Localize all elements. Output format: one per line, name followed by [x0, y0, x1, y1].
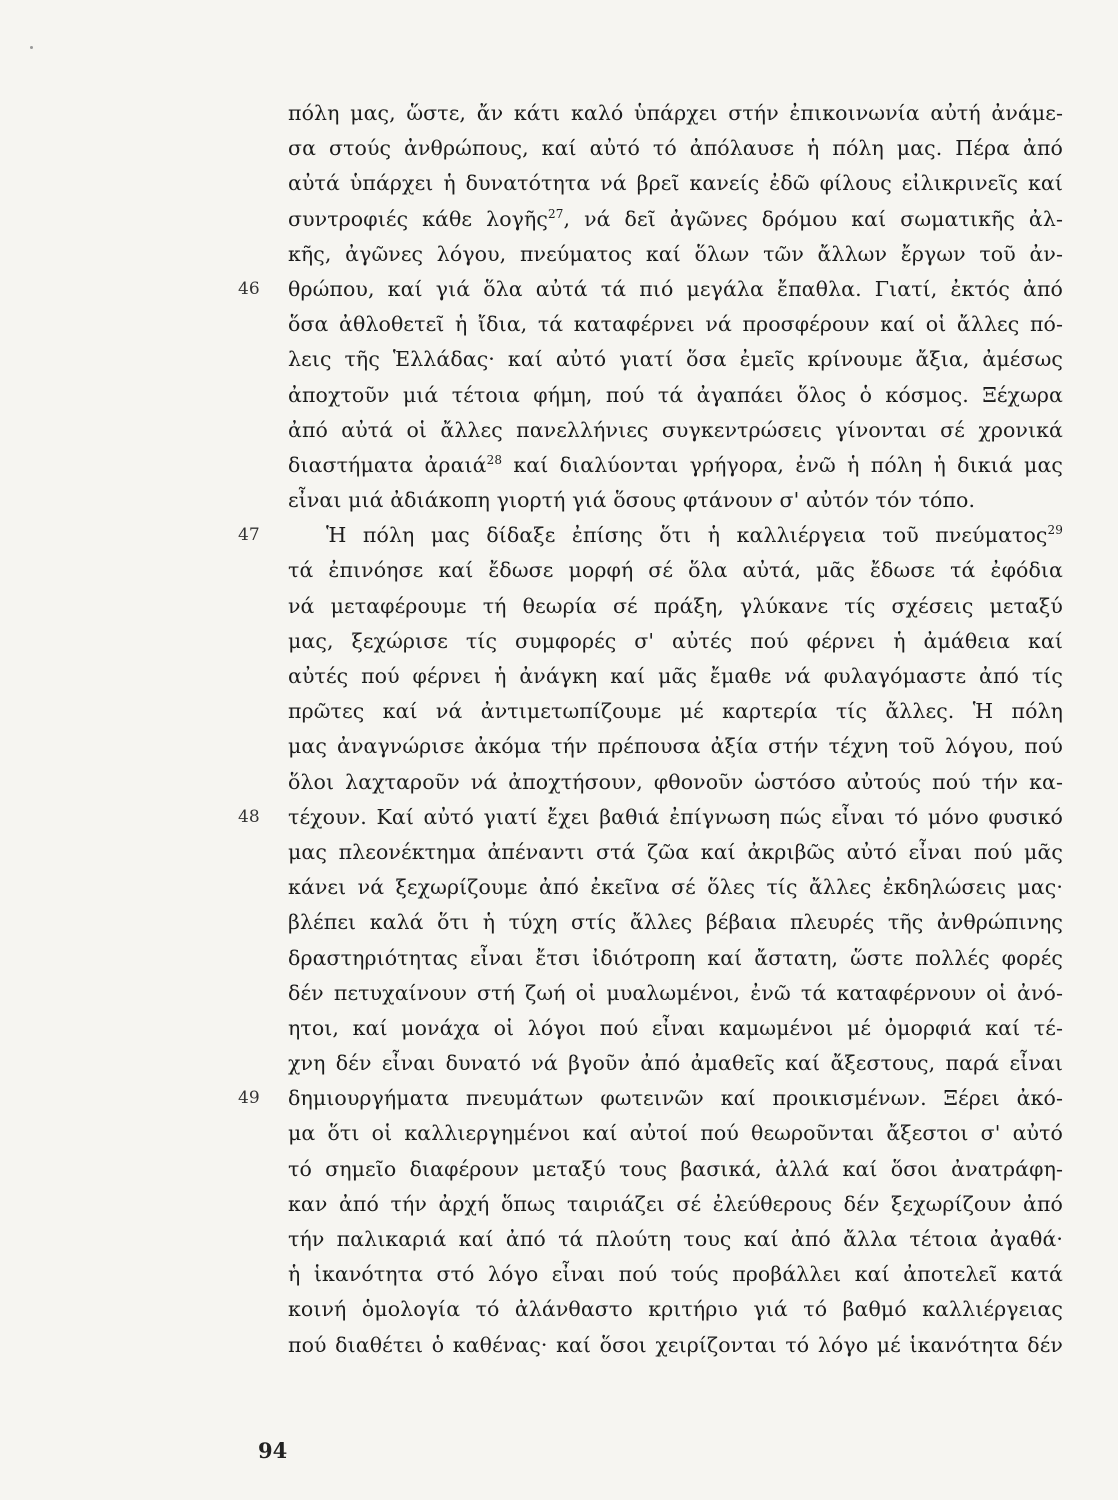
text-line — [288, 202, 1063, 237]
margin-section-number: 46 — [238, 278, 260, 299]
text-line — [288, 1328, 1063, 1363]
page-number: 94 — [258, 1438, 288, 1463]
line-text: μας ἀναγνώρισε ἀκόμα τήν πρέπουσα ἀξία στήν τέχνη τοῦ λόγου, πού — [288, 734, 1063, 759]
footnote-marker: 27 — [547, 206, 564, 221]
line-text: Ἡ πόλη μας δίδαξε ἐπίσης ὅτι ἡ καλλιέργεια τοῦ πνεύματος — [326, 523, 1048, 548]
text-line — [288, 624, 1063, 659]
text-line — [288, 166, 1063, 201]
line-text: μας πλεονέκτημα ἀπέναντι στά ζῶα καί ἀκριβῶς αὐτό εἶναι πού μᾶς — [288, 839, 1063, 864]
line-text: δραστηριότητας εἶναι ἔτσι ἰδιότροπη καί ἄστατη, ὥστε πολλές φορές — [288, 945, 1063, 970]
text-line — [288, 1222, 1063, 1257]
text-line — [288, 694, 1063, 729]
body-text — [238, 96, 1063, 1363]
line-text: ὅσα ἀθλοθετεῖ ἡ ἴδια, τά καταφέρνει νά προσφέρουν καί οἱ ἄλλες πό- — [288, 312, 1063, 337]
text-line — [288, 131, 1063, 166]
text-line — [288, 378, 1063, 413]
margin-section-number: 48 — [238, 806, 260, 827]
text-line — [288, 553, 1063, 588]
line-text: ἀπό αὐτά οἱ ἄλλες πανελλήνιες συγκεντρώσεις γίνονται σέ χρονικά — [288, 417, 1063, 442]
line-text: τά ἐπινόησε καί ἔδωσε μορφή σέ ὅλα αὐτά, μᾶς ἔδωσε τά ἐφόδια — [288, 558, 1063, 583]
line-text: αὐτά ὑπάρχει ἡ δυνατότητα νά βρεῖ κανείς ἐδῶ φίλους εἰλικρινεῖς καί — [288, 171, 1063, 196]
line-text-continued: καί διαλύονται γρήγορα, ἐνῶ ἡ πόλη ἡ δικιά μας — [502, 452, 1063, 477]
text-line — [288, 483, 1063, 518]
line-text: λεις τῆς Ἑλλάδας· καί αὐτό γιατί ὅσα ἐμεῖς κρίνουμε ἄξια, ἀμέσως — [288, 347, 1063, 372]
text-line — [288, 729, 1063, 764]
text-line — [288, 765, 1063, 800]
line-text: βλέπει καλά ὅτι ἡ τύχη στίς ἄλλες βέβαια πλευρές τῆς ἀνθρώπινης — [288, 910, 1063, 935]
line-text: ἡ ἱκανότητα στό λόγο εἶναι πού τούς προβάλλει καί ἀποτελεῖ κατά — [288, 1262, 1063, 1287]
line-text: ὅλοι λαχταροῦν νά ἀποχτήσουν, φθονοῦν ὡστόσο αὐτούς πού τήν κα- — [288, 769, 1063, 794]
line-text: τήν παλικαριά καί ἀπό τά πλούτη τους καί ἀπό ἄλλα τέτοια ἀγαθά· — [288, 1227, 1063, 1251]
line-text: εἶναι μιά ἀδιάκοπη γιορτή γιά ὅσους φτάνουν σ' αὐτόν τόν τόπο. — [288, 488, 976, 513]
line-text: μα ὅτι οἱ καλλιεργημένοι καί αὐτοί πού θεωροῦνται ἄξεστοι σ' αὐτό — [288, 1121, 1063, 1146]
line-text: τέχουν. Καί αὐτό γιατί ἔχει βαθιά ἐπίγνωση πώς εἶναι τό μόνο φυσικό — [288, 804, 1063, 829]
line-text-continued: , νά δεῖ ἀγῶνες δρόμου καί σωματικῆς ἀλ- — [563, 206, 1063, 231]
text-line — [288, 1046, 1063, 1081]
text-line — [288, 589, 1063, 624]
line-text: ητοι, καί μονάχα οἱ λόγοι πού εἶναι καμωμένοι μέ ὀμορφιά καί τέ- — [288, 1015, 1063, 1040]
line-text: αὐτές πού φέρνει ἡ ἀνάγκη καί μᾶς ἔμαθε νά φυλαγόμαστε ἀπό τίς — [288, 664, 1063, 688]
text-line — [288, 1152, 1063, 1187]
line-text: κοινή ὁμολογία τό ἀλάνθαστο κριτήριο γιά τό βαθμό καλλιέργειας — [288, 1297, 1063, 1322]
line-text: χνη δέν εἶναι δυνατό νά βγοῦν ἀπό ἀμαθεῖς καί ἄξεστους, παρά εἶναι — [288, 1051, 1063, 1076]
text-line — [288, 96, 1063, 131]
line-text: πρῶτες καί νά ἀντιμετωπίζουμε μέ καρτερία τίς ἄλλες. Ἡ πόλη — [288, 699, 1063, 724]
footnote-marker: 28 — [486, 452, 503, 467]
line-text: συντροφιές κάθε λογῆς — [288, 206, 548, 231]
line-text: πόλη μας, ὥστε, ἄν κάτι καλό ὑπάρχει στήν ἐπικοινωνία αὐτή ἀνάμε- — [288, 101, 1063, 125]
line-text: κάνει νά ξεχωρίζουμε ἀπό ἐκεῖνα σέ ὅλες τίς ἄλλες ἐκδηλώσεις μας· — [288, 875, 1063, 900]
text-line — [288, 1187, 1063, 1222]
text-line — [288, 1011, 1063, 1046]
text-line — [288, 1292, 1063, 1327]
text-line — [288, 659, 1063, 694]
text-line — [288, 905, 1063, 940]
line-text: καν ἀπό τήν ἀρχή ὅπως ταιριάζει σέ ἐλεύθερους δέν ξεχωρίζουν ἀπό — [288, 1191, 1063, 1216]
footnote-marker: 29 — [1047, 523, 1063, 538]
text-line — [288, 976, 1063, 1011]
text-line — [288, 448, 1063, 483]
text-line — [288, 835, 1063, 870]
margin-section-number: 47 — [238, 525, 260, 546]
text-line — [288, 1257, 1063, 1292]
margin-section-number: 49 — [238, 1088, 260, 1109]
text-line — [288, 342, 1063, 377]
line-text: σα στούς ἀνθρώπους, καί αὐτό τό ἀπόλαυσε ἡ πόλη μας. Πέρα ἀπό — [288, 136, 1063, 161]
line-text: ἀποχτοῦν μιά τέτοια φήμη, πού τά ἀγαπάει ὅλος ὁ κόσμος. Ξέχωρα — [288, 382, 1063, 407]
line-text: θρώπου, καί γιά ὅλα αὐτά τά πιό μεγάλα ἔπαθλα. Γιατί, ἐκτός ἀπό — [288, 276, 1063, 301]
line-text: μας, ξεχώρισε τίς συμφορές σ' αὐτές πού φέρνει ἡ ἀμάθεια καί — [288, 628, 1063, 653]
scan-speck — [30, 46, 33, 49]
text-line — [288, 413, 1063, 448]
text-line — [238, 1081, 1063, 1116]
text-line — [288, 1116, 1063, 1151]
text-line — [288, 941, 1063, 976]
text-line — [288, 307, 1063, 342]
line-text: δημιουργήματα πνευμάτων φωτεινῶν καί προικισμένων. Ξέρει ἀκό- — [288, 1086, 1063, 1111]
line-text: πού διαθέτει ὁ καθένας· καί ὅσοι χειρίζονται τό λόγο μέ ἱκανότητα δέν — [288, 1332, 1063, 1357]
text-line — [238, 518, 1063, 553]
line-text: νά μεταφέρουμε τή θεωρία σέ πράξη, γλύκανε τίς σχέσεις μεταξύ — [288, 593, 1063, 618]
line-text: δέν πετυχαίνουν στή ζωή οἱ μυαλωμένοι, ἐνῶ τά καταφέρνουν οἱ ἀνό- — [288, 980, 1063, 1005]
line-text: τό σημεῖο διαφέρουν μεταξύ τους βασικά, ἀλλά καί ὅσοι ἀνατράφη- — [288, 1156, 1063, 1181]
text-line — [288, 870, 1063, 905]
line-text: κῆς, ἀγῶνες λόγου, πνεύματος καί ὅλων τῶν ἄλλων ἔργων τοῦ ἀν- — [288, 241, 1063, 266]
line-text: διαστήματα ἀραιά — [288, 452, 487, 477]
text-line — [288, 237, 1063, 272]
text-line — [238, 272, 1063, 307]
text-line — [238, 800, 1063, 835]
